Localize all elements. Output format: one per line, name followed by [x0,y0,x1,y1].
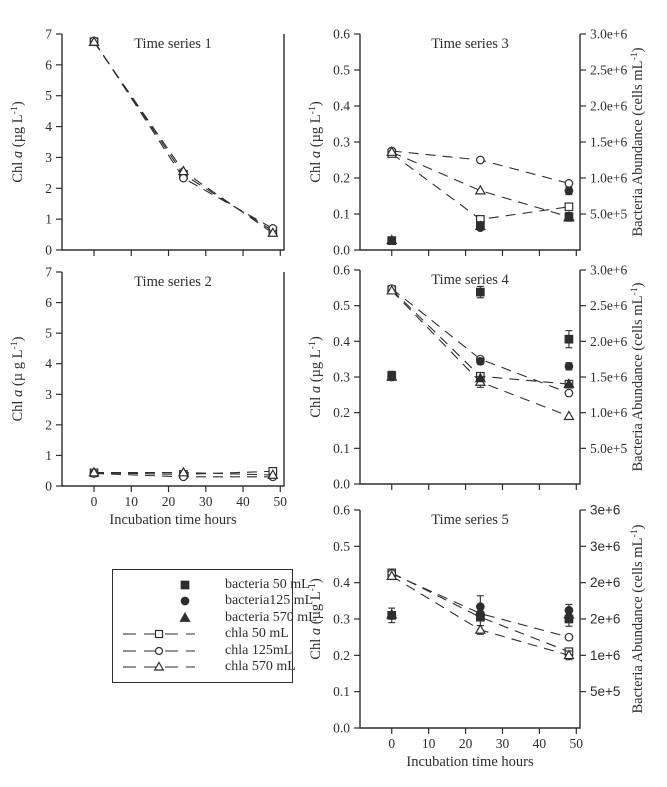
y-tick-label: 6 [45,57,52,73]
x-tick-label: 50 [569,736,584,751]
series-line [94,42,273,233]
y-tick-label: 0.6 [333,26,350,42]
legend-item-chla-125 [119,643,292,660]
y-tick-label: 5 [45,325,52,341]
x-tick-label: 0 [90,494,98,509]
x-axis-title: Incubation time hours [109,512,237,528]
legend-label: bacteria 50 mL [225,576,310,592]
legend-label: chla 570 mL [225,659,296,675]
x-tick-label: 0 [388,736,396,751]
x-tick-label: 10 [421,736,436,751]
x-tick-label: 40 [532,736,547,751]
y-tick-label: 3 [45,149,52,165]
y-tick-label: 0 [45,478,52,494]
x-axis-title: Incubation time hours [406,754,534,770]
right-tick-label: 2e+6 [590,575,621,591]
y-tick-label: 2 [45,180,52,196]
legend-label: chla 125mL [225,642,293,658]
open-triangle-marker [564,411,573,419]
axes-frame [360,34,580,250]
y-axis-title: Chl a (µ g $L^{-1}$) [9,336,26,422]
y-tick-label: 0.3 [333,134,350,150]
legend-item-chla-50 [119,626,292,643]
y-tick-label: 7 [45,264,52,280]
y-tick-label: 0.2 [333,647,350,663]
y-tick-label: 0 [45,242,52,258]
legend-item-bacteria-50 [119,576,310,594]
legend-label: bacteria125 mL [225,593,314,609]
y-tick-label: 0.5 [333,62,350,78]
y-tick-label: 0.3 [333,369,350,385]
open-circle-marker [565,180,573,188]
filled-circle-marker [565,187,573,195]
x-tick-label: 50 [273,494,288,509]
right-tick-label: 1.5e+6 [590,369,628,385]
filled-circle-marker [565,363,573,371]
y-tick-label: 0.1 [333,684,350,700]
open-square-marker [565,203,573,211]
filled-triangle-icon [119,611,199,625]
right-tick-label: 3e+6 [590,502,621,518]
y-tick-label: 0.5 [333,538,350,554]
y-tick-label: 7 [45,26,52,42]
series-chla-125ml [90,37,276,232]
open-triangle-marker [476,625,485,633]
series-chla-570-ml [387,286,573,420]
y-tick-label: 0.5 [333,298,350,314]
right-tick-label: 2.0e+6 [590,98,628,114]
right-tick-label: 5.0e+5 [590,440,628,456]
panel-time-series-5 [307,503,646,771]
filled-square-marker [181,581,189,589]
filled-circle-icon [119,594,199,608]
open-triangle-marker [155,663,164,671]
y-tick-label: 0.0 [333,720,350,736]
filled-circle-marker [477,358,485,366]
y-tick-label: 2 [45,417,52,433]
right-axis-title: Bacteria Abundance (cells $mL^{-1}$) [629,524,646,714]
y-axis-title: Chl a (µg $L^{-1}$) [307,101,324,183]
y-tick-label: 0.1 [333,206,350,222]
legend-item-bacteria-125 [119,593,314,610]
legend-label: chla 50 mL [225,626,289,642]
right-tick-label: 5.0e+5 [590,206,628,222]
series-bacteria-50-ml [388,286,573,379]
panel-title: Time series 2 [134,274,212,290]
right-tick-label: 3e+6 [590,538,621,554]
series-line [94,42,273,231]
y-tick-label: 5 [45,88,52,104]
y-tick-label: 0.1 [333,440,350,456]
open-circle-marker [156,647,163,654]
dashed-line-open-circle-icon [119,644,199,658]
x-tick-label: 20 [458,736,473,751]
panel-time-series-1 [9,27,284,258]
panel-title: Time series 4 [431,272,509,288]
right-axis-title: Bacteria Abundance (cells $mL^{-1}$) [629,282,646,472]
y-axis-title: Chl a (µg $L^{-1}$) [307,578,324,660]
right-tick-label: 5e+5 [590,684,621,700]
open-circle-marker [180,174,188,182]
x-tick-label: 30 [199,494,213,509]
y-tick-label: 0.4 [333,333,350,349]
panel-time-series-3 [307,27,646,258]
panel-title: Time series 3 [431,36,509,52]
right-tick-label: 2.5e+6 [590,298,628,314]
series-line [392,291,569,417]
series-chla-570-ml [89,37,277,236]
y-tick-label: 0.6 [333,502,350,518]
open-circle-marker [477,156,485,164]
y-tick-label: 0.2 [333,170,350,186]
filled-circle-marker [181,598,189,606]
x-tick-label: 40 [236,494,250,509]
axes-frame [62,272,284,486]
open-triangle-marker [476,186,485,194]
right-tick-label: 1e+6 [590,647,621,663]
y-tick-label: 4 [45,119,52,135]
right-tick-label: 2.0e+6 [590,333,628,349]
y-tick-label: 0.0 [333,476,350,492]
right-axis-title: Bacteria Abundance (cells $mL^{-1}$) [629,47,646,237]
right-tick-label: 1.5e+6 [590,134,628,150]
y-tick-label: 0.6 [333,262,350,278]
panel-title: Time series 5 [431,512,509,528]
right-tick-label: 2.5e+6 [590,62,628,78]
y-tick-label: 0.2 [333,405,350,421]
y-tick-label: 4 [45,356,52,372]
y-axis-title: Chl a (µg $L^{-1}$) [9,101,26,183]
y-tick-label: 0.0 [333,242,350,258]
right-tick-label: 1.0e+6 [590,405,628,421]
y-tick-label: 3 [45,386,52,402]
filled-triangle-marker [180,613,189,621]
open-circle-marker [565,389,573,397]
filled-square-icon [119,578,199,592]
dashed-line-open-triangle-icon [119,660,199,674]
y-axis-title: Chl a (µg $L^{-1}$) [307,336,324,418]
filled-square-marker [477,288,485,296]
x-tick-label: 20 [161,494,176,509]
legend-item-bacteria-570 [119,609,317,627]
panel-title: Time series 1 [134,36,212,52]
right-tick-label: 3.0e+6 [590,262,628,278]
y-tick-label: 0.4 [333,98,350,114]
series-chla-125ml [388,147,573,187]
legend-item-chla-570 [119,659,296,676]
open-circle-marker [565,633,573,641]
series-line [392,290,569,385]
right-tick-label: 1.0e+6 [590,170,628,186]
y-tick-label: 6 [45,295,52,311]
open-square-marker [156,631,163,638]
series-chla-50-ml [90,38,276,235]
y-tick-label: 0.4 [333,575,350,591]
legend-label: bacteria 570 mL [225,609,317,625]
series-line [94,41,273,229]
right-tick-label: 2e+6 [590,611,621,627]
panel-time-series-4 [307,263,646,492]
x-tick-label: 10 [124,494,139,509]
right-tick-label: 3.0e+6 [590,26,628,42]
filled-square-marker [565,335,573,343]
y-tick-label: 1 [45,211,52,227]
dashed-line-open-square-icon [119,627,199,641]
y-tick-label: 0.3 [333,611,350,627]
y-tick-label: 1 [45,447,52,463]
x-tick-label: 30 [495,736,510,751]
panel-time-series-2 [9,265,287,529]
